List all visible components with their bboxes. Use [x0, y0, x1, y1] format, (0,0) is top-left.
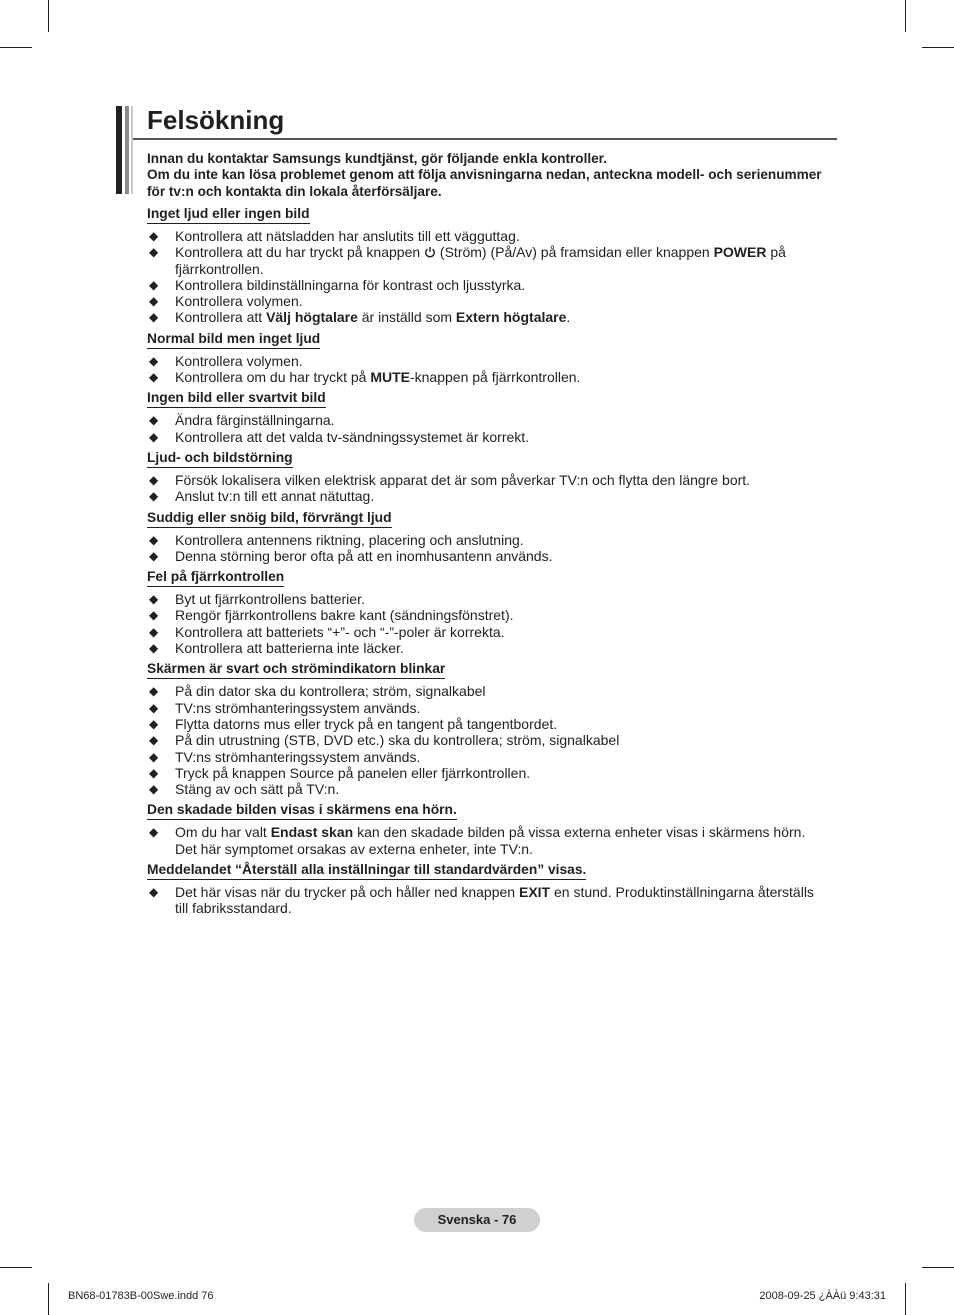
list-item: ◆ På din dator ska du kontrollera; ström, signalkabel — [149, 683, 486, 700]
list-item: ◆ Ändra färginställningarna. — [149, 412, 335, 429]
list-item: ◆ Kontrollera volymen. — [149, 352, 303, 369]
diamond-bullet-icon: ◆ — [149, 532, 159, 547]
page-title: Felsökning — [147, 105, 285, 135]
diamond-bullet-icon: ◆ — [149, 310, 159, 325]
diamond-bullet-icon: ◆ — [149, 370, 159, 385]
section-heading: Suddig eller snöig bild, förvrängt ljud — [147, 510, 392, 528]
bullet-list — [147, 824, 827, 857]
diamond-bullet-icon: ◆ — [149, 733, 159, 748]
diamond-bullet-icon: ◆ — [149, 592, 159, 607]
diamond-bullet-icon: ◆ — [149, 245, 159, 260]
troubleshooting-section — [147, 660, 827, 797]
bullet-list — [147, 683, 827, 797]
print-slug-date: 2008-09-25 ¿ÀÀü 9:43:31 — [759, 1290, 886, 1302]
diamond-bullet-icon: ◆ — [149, 825, 159, 840]
diamond-bullet-icon: ◆ — [149, 294, 159, 309]
bullet-list — [147, 228, 827, 326]
diamond-bullet-icon: ◆ — [149, 765, 159, 780]
list-item: ◆ TV:ns strömhanteringssystem används. — [149, 699, 421, 716]
list-item: ◆ Kontrollera att det valda tv-sändningssystemet är korrekt. — [149, 428, 530, 445]
crop-mark — [905, 1283, 906, 1315]
list-item: ◆ Kontrollera att nätsladden har anslutits till ett vägguttag. — [149, 228, 520, 244]
troubleshooting-list — [147, 205, 827, 921]
list-item: ◆ Kontrollera om du har tryckt på MUTE-knappen på fjärrkontrollen. — [149, 369, 581, 386]
crop-mark — [922, 47, 954, 48]
section-heading: Normal bild men inget ljud — [147, 331, 320, 349]
list-item: ◆ Flytta datorns mus eller tryck på en tangent på tangentbordet. — [149, 715, 558, 732]
list-item: ◆ Tryck på knappen Source på panelen eller fjärrkontrollen. — [149, 764, 531, 781]
diamond-bullet-icon: ◆ — [149, 353, 159, 368]
section-heading: Inget ljud eller ingen bild — [147, 206, 310, 224]
list-item: ◆ Kontrollera att Välj högtalare är inställd som Extern högtalare. — [149, 309, 571, 326]
crop-mark — [0, 1267, 32, 1268]
list-item: ◆ Försök lokalisera vilken elektrisk apparat det är som påverkar TV:n och flytta den längre bort. — [149, 471, 751, 488]
diamond-bullet-icon: ◆ — [149, 548, 159, 563]
troubleshooting-section — [147, 861, 827, 917]
diamond-bullet-icon: ◆ — [149, 700, 159, 715]
list-item: ◆ Anslut tv:n till ett annat nätuttag. — [149, 488, 375, 505]
list-item: ◆ Kontrollera att batterierna inte läcker. — [149, 640, 404, 657]
title-rule — [133, 138, 837, 140]
bullet-list — [147, 353, 827, 386]
crop-mark — [48, 1283, 49, 1315]
print-slug-file: BN68-01783B-00Swe.indd 76 — [68, 1290, 214, 1302]
list-item: ◆ Kontrollera volymen. — [149, 293, 303, 310]
troubleshooting-section — [147, 205, 827, 326]
section-heading: Fel på fjärrkontrollen — [147, 569, 284, 587]
diamond-bullet-icon: ◆ — [149, 716, 159, 731]
intro-text — [147, 151, 827, 200]
section-heading: Ingen bild eller svartvit bild — [147, 390, 326, 408]
list-item: ◆ Om du har valt Endast skan kan den skadade bilden på vissa externa enheter visas i skärmens hörn. Det här symptomet orsakas av externa enheter, inte TV:n. — [149, 824, 806, 857]
page-number-badge: Svenska - 76 — [414, 1208, 540, 1232]
troubleshooting-section — [147, 330, 827, 386]
diamond-bullet-icon: ◆ — [149, 641, 159, 656]
list-item: ◆ Kontrollera antennens riktning, placering och anslutning. — [149, 531, 524, 548]
diamond-bullet-icon: ◆ — [149, 429, 159, 444]
list-item: ◆ Det här visas när du trycker på och håller ned knappen EXIT en stund. Produktinställningarna återställs till fabriksstandard. — [149, 884, 814, 917]
crop-mark — [922, 1267, 954, 1268]
troubleshooting-section — [147, 509, 827, 565]
troubleshooting-section — [147, 801, 827, 857]
intro-line: Innan du kontaktar Samsungs kundtjänst, gör följande enkla kontroller. — [147, 151, 607, 166]
list-item: ◆ På din utrustning (STB, DVD etc.) ska du kontrollera; ström, signalkabel — [149, 732, 620, 749]
section-heading: Ljud- och bildstörning — [147, 450, 293, 468]
crop-mark — [905, 0, 906, 32]
diamond-bullet-icon: ◆ — [149, 489, 159, 504]
diamond-bullet-icon: ◆ — [149, 684, 159, 699]
troubleshooting-section — [147, 568, 827, 656]
section-heading: Meddelandet “Återställ alla inställningar till standardvärden” visas. — [147, 862, 586, 880]
crop-mark — [0, 47, 32, 48]
section-heading: Den skadade bilden visas i skärmens ena hörn. — [147, 802, 457, 820]
bullet-list — [147, 412, 827, 445]
diamond-bullet-icon: ◆ — [149, 413, 159, 428]
list-item: ◆ Rengör fjärrkontrollens bakre kant (sändningsfönstret). — [149, 607, 514, 624]
section-heading: Skärmen är svart och strömindikatorn blinkar — [147, 661, 445, 679]
list-item: ◆ Byt ut fjärrkontrollens batterier. — [149, 591, 365, 608]
diamond-bullet-icon: ◆ — [149, 885, 159, 900]
diamond-bullet-icon: ◆ — [149, 472, 159, 487]
list-item: ◆ Kontrollera att du har tryckt på knappen (Ström) (På/Av) på framsidan eller knappen POWER på fjärrkontrollen. — [149, 244, 786, 277]
list-item: ◆ Denna störning beror ofta på att en inomhusantenn används. — [149, 547, 553, 564]
bullet-list — [147, 591, 827, 656]
list-item: ◆ Kontrollera att batteriets “+”- och “-”-poler är korrekta. — [149, 623, 505, 640]
bullet-list — [147, 884, 827, 917]
diamond-bullet-icon: ◆ — [149, 782, 159, 797]
crop-mark — [48, 0, 49, 32]
diamond-bullet-icon: ◆ — [149, 749, 159, 764]
list-item: ◆ Kontrollera bildinställningarna för kontrast och ljusstyrka. — [149, 276, 526, 293]
list-item: ◆ Stäng av och sätt på TV:n. — [149, 781, 340, 798]
diamond-bullet-icon: ◆ — [149, 229, 159, 243]
troubleshooting-section — [147, 389, 827, 445]
troubleshooting-section — [147, 449, 827, 505]
diamond-bullet-icon: ◆ — [149, 624, 159, 639]
diamond-bullet-icon: ◆ — [149, 608, 159, 623]
power-icon — [424, 246, 436, 258]
list-item: ◆ TV:ns strömhanteringssystem används. — [149, 748, 421, 765]
bullet-list — [147, 472, 827, 505]
intro-line: Om du inte kan lösa problemet genom att följa anvisningarna nedan, anteckna modell- och serienummer för tv:n och kontakta din lokala återförsäljare. — [147, 167, 822, 199]
bullet-list — [147, 532, 827, 565]
diamond-bullet-icon: ◆ — [149, 277, 159, 292]
